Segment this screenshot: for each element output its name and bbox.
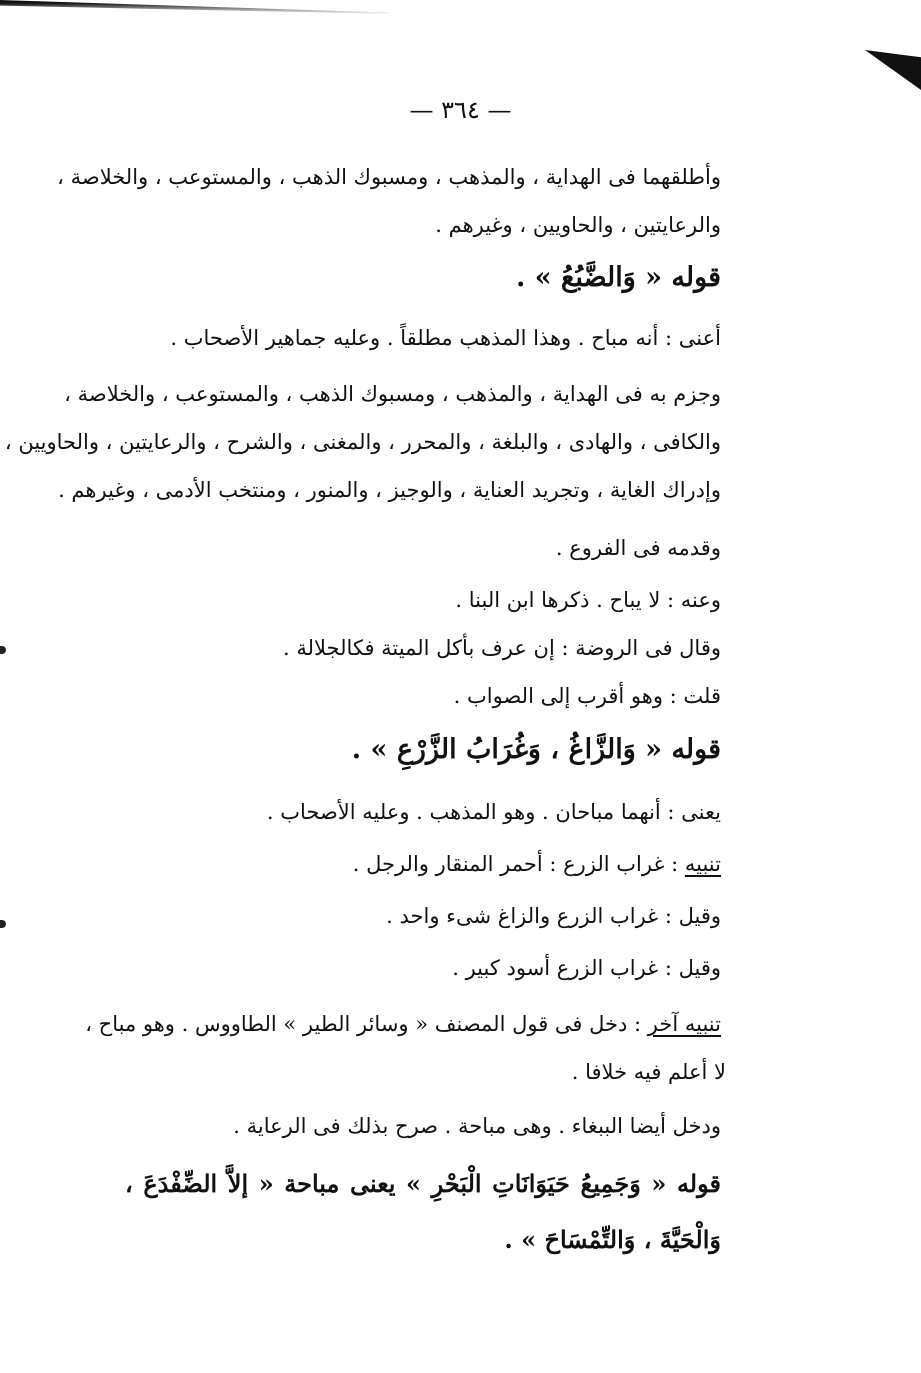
note-label: تنبيه xyxy=(684,852,721,876)
text-line: لا أعلم فيه خلافا . xyxy=(571,1060,726,1084)
scan-margin-mark xyxy=(0,646,6,654)
text-line: يعنى : أنهما مباحان . وهو المذهب . وعليه الأصحاب . xyxy=(266,800,721,824)
text-line: وجزم به فى الهداية ، والمذهب ، ومسبوك الذهب ، والمستوعب ، والخلاصة ، xyxy=(64,382,721,406)
text-line: والكافى ، والهادى ، والبلغة ، والمحرر ، والمغنى ، والشرح ، والرعايتين ، والحاويين ، xyxy=(4,430,721,454)
scan-edge-bar xyxy=(0,0,390,14)
text-line: أعنى : أنه مباح . وهذا المذهب مطلقاً . وعليه جماهير الأصحاب . xyxy=(170,326,721,350)
text-line: وعنه : لا يباح . ذكرها ابن البنا . xyxy=(455,588,721,612)
text-line: والرعايتين ، والحاويين ، وغيرهم . xyxy=(435,213,721,237)
section-heading: قوله « وَالزَّاغُ ، وَغُرَابُ الزَّرْعِ » . xyxy=(351,734,721,765)
note-text: : غراب الزرع : أحمر المنقار والرجل . xyxy=(352,852,685,876)
text-line: وقيل : غراب الزرع أسود كبير . xyxy=(452,956,721,980)
text-line: وإدراك الغاية ، وتجريد العناية ، والوجيز ، والمنور ، ومنتخب الأدمى ، وغيرهم . xyxy=(58,478,721,502)
text-line: ودخل أيضا الببغاء . وهى مباحة . صرح بذلك فى الرعاية . xyxy=(233,1114,721,1138)
note-line xyxy=(85,1012,721,1037)
note-label: تنبيه آخر xyxy=(647,1012,721,1036)
note-line xyxy=(353,852,721,877)
page-number: — ٣٦٤ — xyxy=(409,96,512,124)
text-line: قلت : وهو أقرب إلى الصواب . xyxy=(453,684,721,708)
scan-corner-mark xyxy=(865,50,921,90)
section-heading-continued: وَالْحَيَّةَ ، وَالتِّمْسَاحَ » . xyxy=(504,1225,721,1254)
scan-margin-mark xyxy=(0,920,6,928)
text-line: وقال فى الروضة : إن عرف بأكل الميتة فكالجلالة . xyxy=(282,636,721,660)
section-heading: قوله « وَجَمِيعُ حَيَوَانَاتِ الْبَحْرِ » يعنى مباحة « إلاَّ الضِّفْدَعَ ، xyxy=(125,1169,721,1198)
note-text: : دخل فى قول المصنف « وسائر الطير » الطاووس . وهو مباح ، xyxy=(85,1012,648,1036)
text-line: وقيل : غراب الزرع والزاغ شىء واحد . xyxy=(386,904,721,928)
text-line: وقدمه فى الفروع . xyxy=(555,536,721,560)
text-line: وأطلقهما فى الهداية ، والمذهب ، ومسبوك الذهب ، والمستوعب ، والخلاصة ، xyxy=(57,165,721,189)
section-heading: قوله « وَالضَّبُعُ » . xyxy=(515,262,721,293)
